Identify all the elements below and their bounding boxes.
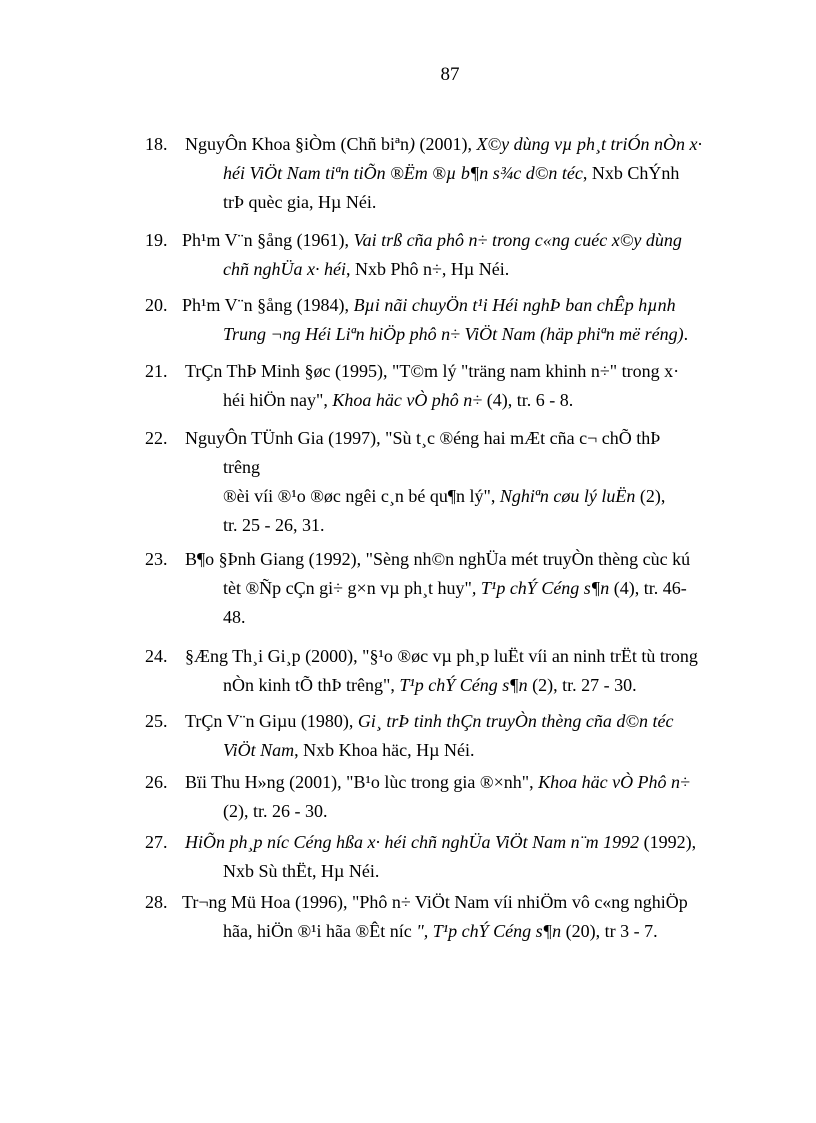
reference-line bbox=[145, 828, 740, 857]
reference-item bbox=[145, 226, 740, 284]
reference-text: tr. 25 - 26, 31. bbox=[223, 515, 325, 535]
reference-line bbox=[145, 453, 740, 482]
reference-line bbox=[145, 130, 740, 159]
reference-text: hãa, hiÖn ®¹i hãa ®Êt níc bbox=[223, 921, 412, 941]
reference-text: Ph¹m V¨n §ång (1984), bbox=[182, 295, 354, 315]
reference-text: nÒn kinh tÕ thÞ trêng", bbox=[223, 675, 400, 695]
reference-line bbox=[145, 797, 740, 826]
reference-item bbox=[145, 642, 740, 700]
reference-line bbox=[145, 226, 740, 255]
reference-text: 48. bbox=[223, 607, 246, 627]
reference-text: trÞ quèc gia, Hµ Néi. bbox=[223, 192, 377, 212]
reference-title-text: Nghiªn cøu lý luËn bbox=[499, 486, 636, 506]
reference-line bbox=[145, 888, 740, 917]
reference-item bbox=[145, 888, 740, 946]
reference-number: 24. bbox=[145, 646, 168, 666]
reference-text: B¶o §Þnh Giang (1992), "Sèng nh©n nghÜa mét truyÒn thèng cùc kú bbox=[185, 549, 691, 569]
reference-item bbox=[145, 828, 740, 886]
reference-line bbox=[145, 707, 740, 736]
reference-line bbox=[145, 255, 740, 284]
reference-text: héi hiÖn nay", bbox=[223, 390, 333, 410]
page-number: 87 bbox=[440, 64, 460, 85]
reference-title-text: Bµi nãi chuyÖn t¹i Héi nghÞ ban chÊp hµnh bbox=[353, 295, 676, 315]
reference-title-text: Khoa häc vÒ phô n÷ bbox=[332, 390, 483, 410]
reference-title-text: chñ nghÜa x· héi bbox=[223, 259, 346, 279]
reference-line bbox=[145, 357, 740, 386]
reference-text: tèt ®Ñp cÇn gi÷ g×n vµ ph¸t huy" bbox=[223, 578, 472, 598]
reference-number: 19. bbox=[145, 230, 168, 250]
reference-text: Nxb Sù thËt, Hµ Néi. bbox=[223, 861, 380, 881]
reference-text: trêng bbox=[223, 457, 260, 477]
reference-item bbox=[145, 768, 740, 826]
reference-text: (2), tr. 27 - 30. bbox=[527, 675, 637, 695]
reference-title-text: T¹p chÝ Céng s¶n bbox=[399, 675, 528, 695]
reference-line bbox=[145, 291, 740, 320]
reference-line bbox=[145, 642, 740, 671]
reference-text: (1992), bbox=[639, 832, 697, 852]
reference-title-text: Khoa häc vÒ Phô n÷ bbox=[538, 772, 690, 792]
reference-text: TrÇn ThÞ Minh §øc (1995), "T©m lý "träng nam khinh n÷" trong x· bbox=[185, 361, 680, 381]
reference-title-text: ", T¹p chÝ Céng s¶n bbox=[411, 921, 562, 941]
reference-text: , Nxb ChÝnh bbox=[582, 163, 680, 183]
reference-title-text: , T¹p chÝ Céng s¶n bbox=[471, 578, 610, 598]
reference-line bbox=[145, 511, 740, 540]
reference-line bbox=[145, 424, 740, 453]
reference-title-text: Gi¸ trÞ tinh thÇn truyÒn thèng cña d©n téc bbox=[357, 711, 674, 731]
reference-title-text: ViÖt Nam bbox=[223, 740, 295, 760]
reference-text: NguyÔn TÜnh Gia (1997), "Sù t¸c ®éng hai mÆt cña c¬ chÕ thÞ bbox=[185, 428, 661, 448]
reference-line bbox=[145, 386, 740, 415]
reference-title-text: Vai trß cña phô n÷ trong c«ng cuéc x©y dùng bbox=[353, 230, 682, 250]
reference-text: NguyÔn Khoa §iÒm (Chñ biªn bbox=[185, 134, 409, 154]
reference-line bbox=[145, 671, 740, 700]
reference-title-text: X©y dùng vµ ph¸t triÓn nÒn x· bbox=[476, 134, 702, 154]
reference-text: (2), tr. 26 - 30. bbox=[223, 801, 328, 821]
reference-number: 25. bbox=[145, 711, 168, 731]
reference-item bbox=[145, 545, 740, 632]
reference-number: 18. bbox=[145, 134, 168, 154]
reference-line bbox=[145, 857, 740, 886]
reference-text: Bïi Thu H»ng (2001), "B¹o lùc trong gia ®×nh", bbox=[185, 772, 539, 792]
reference-item bbox=[145, 291, 740, 349]
reference-text: TrÇn V¨n Giµu (1980), bbox=[185, 711, 358, 731]
reference-title-text: ) bbox=[408, 134, 415, 154]
reference-line bbox=[145, 736, 740, 765]
reference-text: (2), bbox=[635, 486, 666, 506]
reference-number: 22. bbox=[145, 428, 168, 448]
reference-title-text: héi ViÖt Nam tiªn tiÕn ®Ëm ®µ b¶n s¾c d©n téc bbox=[223, 163, 583, 183]
reference-line bbox=[145, 768, 740, 797]
reference-text: ®èi víi ®¹o ®øc ngêi c¸n bé qu¶n lý", bbox=[223, 486, 500, 506]
reference-number: 28. bbox=[145, 892, 168, 912]
reference-text: Tr¬ng Mü Hoa (1996), "Phô n÷ ViÖt Nam víi nhiÖm vô c«ng nghiÖp bbox=[182, 892, 688, 912]
reference-line bbox=[145, 482, 740, 511]
reference-line bbox=[145, 545, 740, 574]
reference-item bbox=[145, 357, 740, 415]
reference-line bbox=[145, 188, 740, 217]
reference-number: 20. bbox=[145, 295, 168, 315]
reference-line bbox=[145, 917, 740, 946]
reference-item bbox=[145, 130, 740, 217]
reference-text: Ph¹m V¨n §ång (1961), bbox=[182, 230, 354, 250]
reference-title-text: Trung ¬ng Héi Liªn hiÖp phô n÷ ViÖt Nam (häp phiªn më réng) bbox=[223, 324, 684, 344]
reference-text: §Æng Th¸i Gi¸p (2000), "§¹o ®øc vµ ph¸p luËt víi an ninh trËt tù trong bbox=[185, 646, 698, 666]
reference-line bbox=[145, 159, 740, 188]
reference-item bbox=[145, 424, 740, 540]
reference-text: (4), tr. 46- bbox=[609, 578, 687, 598]
reference-number: 27. bbox=[145, 832, 168, 852]
reference-number: 26. bbox=[145, 772, 168, 792]
reference-number: 23. bbox=[145, 549, 168, 569]
reference-line bbox=[145, 603, 740, 632]
reference-text: (20), tr 3 - 7. bbox=[561, 921, 658, 941]
reference-text: (4), tr. 6 - 8. bbox=[482, 390, 574, 410]
reference-item bbox=[145, 707, 740, 765]
reference-text: (2001), bbox=[414, 134, 477, 154]
reference-text: , Nxb Phô n÷, Hµ Néi. bbox=[345, 259, 510, 279]
reference-line bbox=[145, 574, 740, 603]
reference-line bbox=[145, 320, 740, 349]
reference-number: 21. bbox=[145, 361, 168, 381]
reference-title-text: HiÕn ph¸p níc Céng hßa x· héi chñ nghÜa ViÖt Nam n¨m 1992 bbox=[185, 832, 640, 852]
reference-text: , Nxb Khoa häc, Hµ Néi. bbox=[294, 740, 475, 760]
reference-text: . bbox=[683, 324, 689, 344]
